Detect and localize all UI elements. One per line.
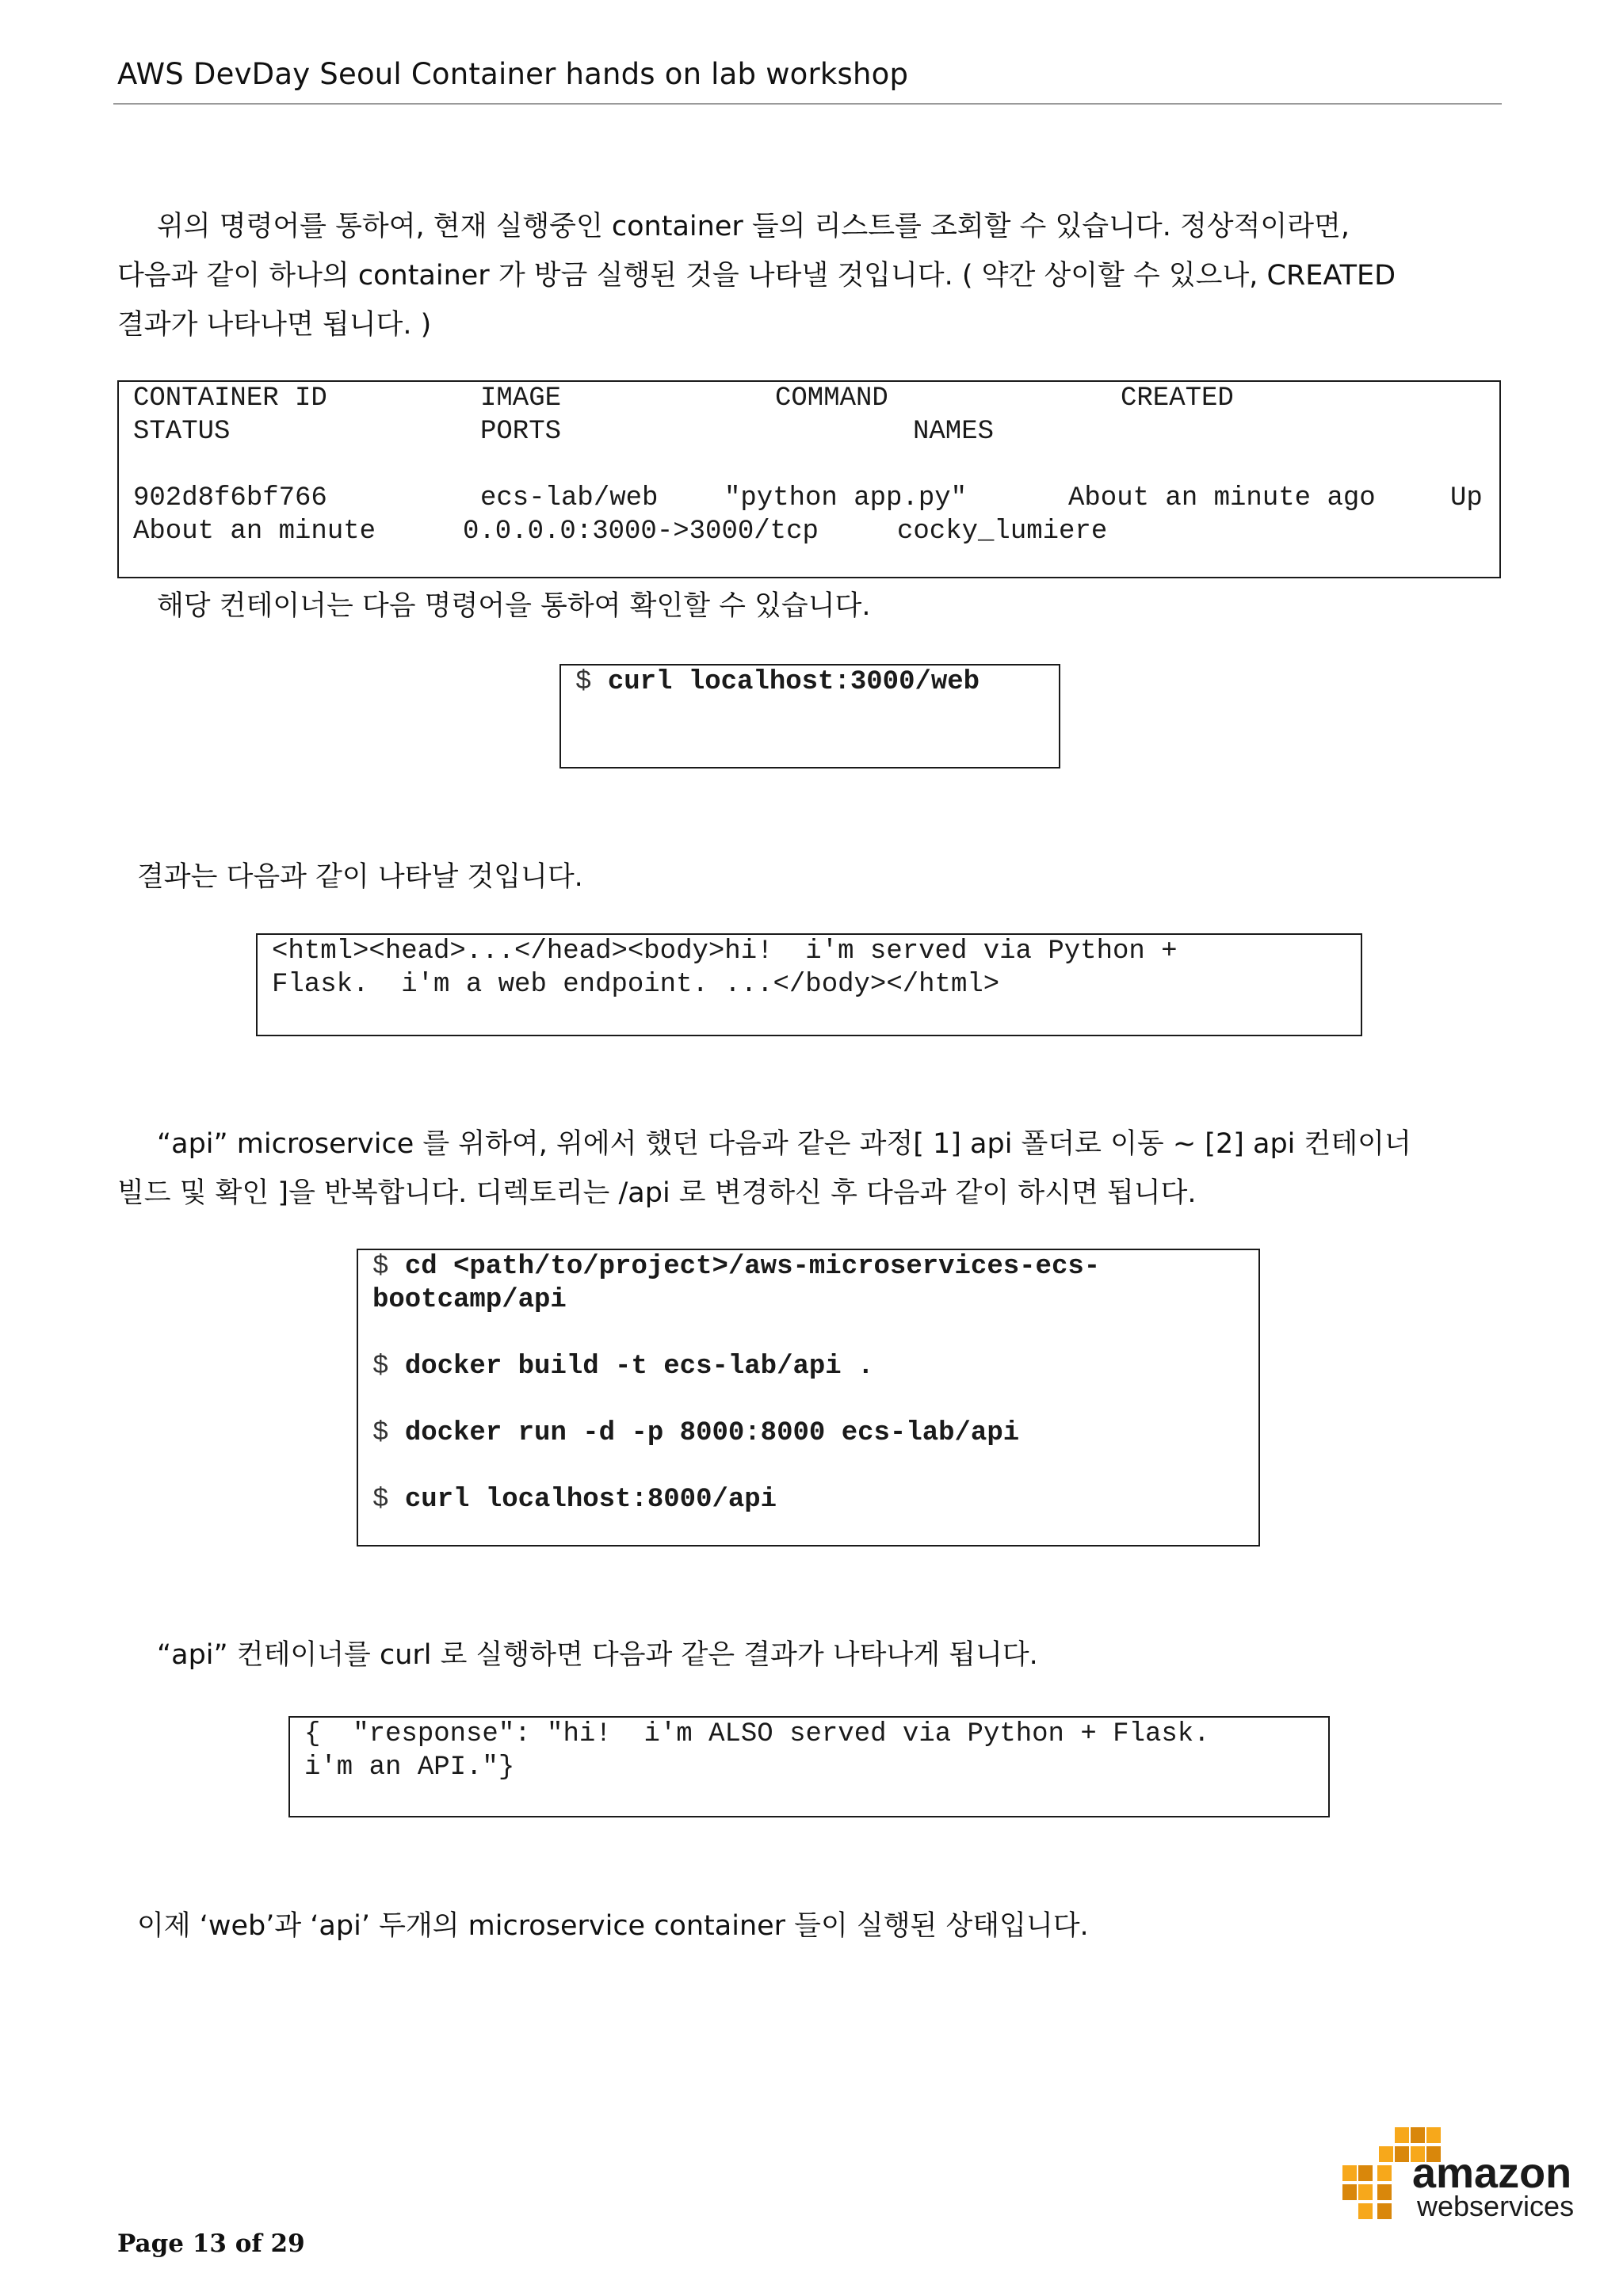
cell-command: "python app.py"	[724, 483, 968, 513]
shell-prompt: $	[372, 1352, 389, 1382]
api-run-command-text: docker run -d -p 8000:8000 ecs-lab/api	[404, 1418, 1020, 1448]
web-output-box	[256, 933, 1362, 1036]
header-image: IMAGE	[480, 383, 562, 414]
web-output-line1: <html><head>...</head><body>hi! i'm served via Python +	[272, 936, 1178, 967]
web-output-line2: Flask. i'm a web endpoint. ...</body></html>	[272, 970, 1000, 1000]
header-container-id: CONTAINER ID	[133, 383, 327, 414]
curl-web-command	[575, 666, 980, 699]
cell-container-id: 902d8f6bf766	[133, 483, 327, 513]
cell-image: ecs-lab/web	[480, 483, 659, 513]
curl-web-command-box	[559, 664, 1060, 769]
paragraph-api-intro-line2: 빌드 및 확인 ]을 반복합니다. 디렉토리는 /api 로 변경하신 후 다음과 같이 하시면 됩니다.	[117, 1177, 1197, 1209]
paragraph-api-intro-line1: “api” microservice 를 위하여, 위에서 했던 다음과 같은 과정[ 1] api 폴더로 이동 ~ [2] api 컨테이너	[157, 1128, 1411, 1160]
api-output-box	[288, 1716, 1330, 1817]
header-ports: PORTS	[480, 417, 562, 447]
shell-prompt: $	[575, 667, 592, 697]
header-created: CREATED	[1121, 383, 1234, 414]
header-status: STATUS	[133, 417, 231, 447]
paragraph-intro-line2: 다음과 같이 하나의 container 가 방금 실행된 것을 나타낼 것입니다. ( 약간 상이할 수 있으나, CREATED	[117, 260, 1396, 292]
header-names: NAMES	[913, 417, 995, 447]
paragraph-intro-line1: 위의 명령어를 통하여, 현재 실행중인 container 들의 리스트를 조회할 수 있습니다. 정상적이라면,	[157, 211, 1350, 242]
shell-prompt: $	[372, 1418, 389, 1448]
shell-prompt: $	[372, 1485, 389, 1515]
page-number: Page 13 of 29	[117, 2229, 305, 2258]
api-cd-command-text: cd <path/to/project>/aws-microservices-ecs-	[404, 1252, 1101, 1282]
api-cd-command	[372, 1250, 1100, 1283]
header-command: COMMAND	[775, 383, 888, 414]
cell-status-duration: About an minute	[133, 517, 376, 547]
paragraph-api-result-intro: “api” 컨테이너를 curl 로 실행하면 다음과 같은 결과가 나타나게 됩니다.	[157, 1639, 1038, 1671]
paragraph-result-intro: 결과는 다음과 같이 나타날 것입니다.	[137, 861, 583, 893]
api-curl-command	[372, 1483, 777, 1516]
amazon-web-services-logo	[1339, 2126, 1585, 2229]
logo-word-webservices: webservices	[1417, 2190, 1575, 2222]
api-build-command	[372, 1350, 874, 1383]
aws-cubes-icon	[1339, 2126, 1585, 2229]
cell-status-up: Up	[1450, 483, 1483, 513]
paragraph-verify-intro: 해당 컨테이너는 다음 명령어을 통하여 확인할 수 있습니다.	[157, 590, 871, 622]
api-cd-command-continued: bootcamp/api	[372, 1285, 567, 1315]
cell-created: About an minute ago	[1068, 483, 1376, 513]
cell-names: cocky_lumiere	[897, 517, 1108, 547]
shell-prompt: $	[372, 1252, 389, 1282]
paragraph-summary: 이제 ‘web’과 ‘api’ 두개의 microservice container 들이 실행된 상태입니다.	[137, 1910, 1089, 1942]
api-build-command-text: docker build -t ecs-lab/api .	[404, 1352, 874, 1382]
api-commands-box	[357, 1249, 1260, 1547]
docker-ps-output-box	[117, 380, 1501, 578]
header-divider	[113, 103, 1502, 105]
api-run-command	[372, 1417, 1019, 1450]
api-curl-command-text: curl localhost:8000/api	[404, 1485, 777, 1515]
paragraph-intro-line3: 결과가 나타나면 됩니다. )	[117, 309, 432, 341]
curl-web-command-text: curl localhost:3000/web	[607, 667, 980, 697]
api-output-line2: i'm an API."}	[304, 1753, 515, 1783]
cell-ports: 0.0.0.0:3000->3000/tcp	[463, 517, 819, 547]
page-header-title: AWS DevDay Seoul Container hands on lab workshop	[117, 57, 909, 91]
api-output-line1: { "response": "hi! i'm ALSO served via Python + Flask.	[304, 1719, 1210, 1749]
logo-word-amazon: amazon	[1412, 2149, 1572, 2197]
